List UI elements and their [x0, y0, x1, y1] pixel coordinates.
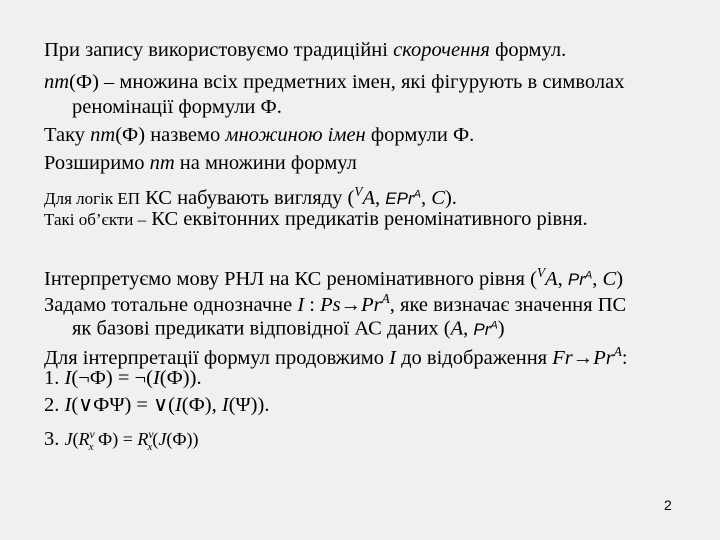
text-line-4: Таку nm(Ф) назвемо множиною імен формули Ф. [44, 124, 475, 146]
text-line-1: При запису використовуємо традиційні скорочення формул. [44, 39, 567, 61]
rule-2: 2. I(∨ФΨ) = ∨(I(Ф), I(Ψ)). [44, 394, 270, 416]
text-line-11: Для інтерпретації формул продовжимо I до відображення $Fr\to Pr^A$: [44, 344, 628, 369]
text-line-3: реномінації формули Ф. [72, 96, 282, 118]
text-line-2: nm(Ф) – множина всіх предметних імен, які фігурують в символах [44, 71, 625, 93]
text-line-6: Для логік ЕП КС набувають вигляду ($^V$A, EPr$^A$, C). [44, 184, 457, 209]
text-line-8: Інтерпретуємо мову РНЛ на КС реномінативного рівня ($^V$A, $Pr^A$, C) [44, 265, 624, 290]
rule-1: 1. I(¬Ф) = ¬(I(Ф)). [44, 367, 202, 389]
text-line-10: як базові предикати відповідної АС даних (A, $Pr^A$) [72, 317, 505, 340]
text-line-5: Розширимо nm на множини формул [44, 152, 357, 174]
rule-3: 3. $J(R^v_x$ $Ф) = R^v_x(J(Ф))$ [44, 428, 199, 453]
text-line-7: Такі об’єкти – КС еквітонних предикатів реномінативного рівня. [44, 208, 588, 230]
page-number: 2 [664, 497, 672, 513]
text-line-9: Задамо тотальне однозначне I : $Ps\to Pr^A$, яке визначає значення ПС [44, 291, 627, 316]
